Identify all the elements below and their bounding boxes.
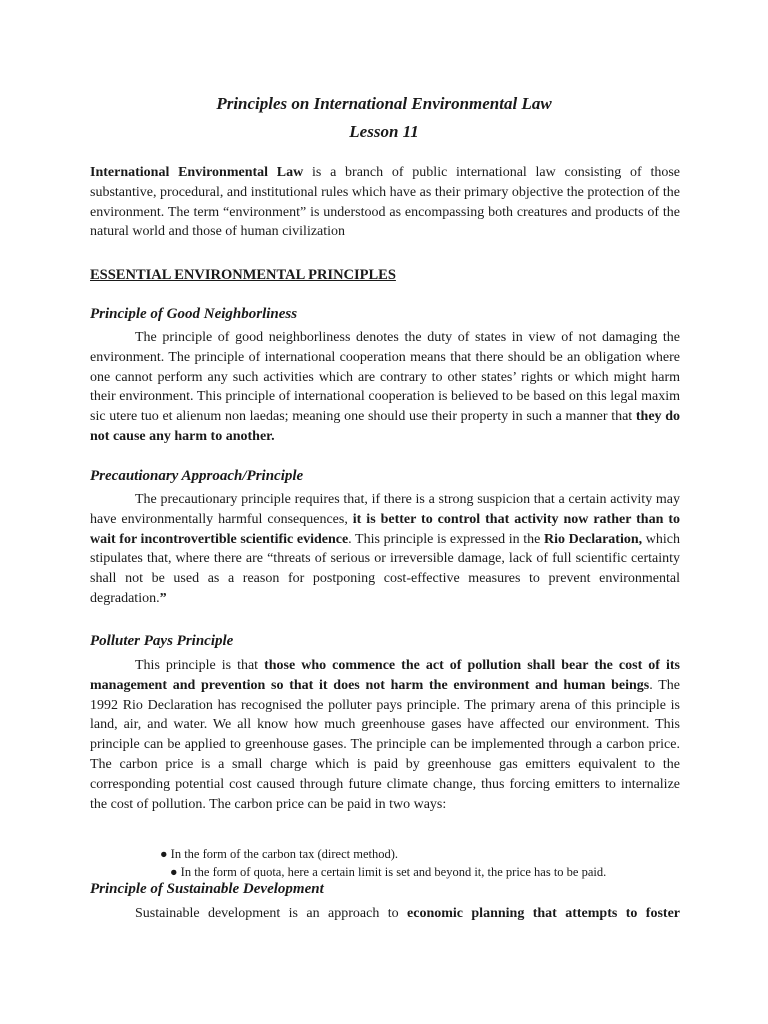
polluter-text-1: This principle is that	[135, 658, 265, 673]
neighborliness-bold: they do not cause any harm to another.	[90, 409, 680, 444]
intro-text: is a branch of public international law consisting of those substantive, procedural, and institutional rules which have as their primary objective the protection of the environment. The term “environment” is understood as encompassing both creatures and products of the natural world and those of human civilization	[90, 165, 680, 240]
sustainable-bold: economic planning that attempts to foster	[407, 906, 680, 921]
section-heading: ESSENTIAL ENVIRONMENTAL PRINCIPLES	[90, 267, 396, 283]
precaution-bold-3: ”	[159, 590, 167, 606]
sustainable-text: Sustainable development is an approach to	[135, 906, 408, 921]
polluter-bold-1: those who commence the act of pollution shall bear the cost of its management and prevention so that it does not harm the environment and human beings	[90, 658, 680, 693]
precaution-bold-1: it is better to control that activity now rather than to wait for incontrovertible scientific evidence	[90, 511, 680, 547]
neighborliness-paragraph	[90, 328, 680, 447]
sustainable-paragraph	[90, 904, 680, 924]
polluter-heading: Polluter Pays Principle	[90, 633, 234, 649]
list-item: ● In the form of quota, here a certain limit is set and beyond it, the price has to be paid.	[170, 865, 607, 879]
precaution-paragraph	[90, 490, 680, 609]
precaution-text-2: . This principle is expressed in the	[348, 531, 545, 547]
list-item: ● In the form of the carbon tax (direct method).	[160, 847, 399, 861]
precaution-bold-2: Rio Declaration,	[544, 531, 643, 547]
intro-term: International Environmental Law	[90, 165, 304, 180]
precaution-text-1: The precautionary principle requires that, if there is a strong suspicion that a certain activity may have environmentally harmful consequences,	[90, 492, 680, 527]
sustainable-heading: Principle of Sustainable Development	[90, 881, 324, 897]
lesson-number: Lesson 11	[349, 122, 419, 141]
polluter-paragraph	[90, 656, 680, 814]
document-title: Principles on International Environmental Law	[216, 94, 552, 113]
intro-paragraph	[90, 163, 680, 242]
neighborliness-text: The principle of good neighborliness denotes the duty of states in view of not damaging the environment. The principle of international cooperation means that there should be an obligation where one cannot perform any such activities which are contrary to other states’ rights or which might harm their environment. This principle of international cooperation is believed to be based on this legal maxim sic utere tuo et alienum non laedas; meaning one should use their property in such a manner that	[90, 330, 680, 425]
neighborliness-heading: Principle of Good Neighborliness	[90, 306, 298, 322]
precaution-heading: Precautionary Approach/Principle	[90, 468, 304, 484]
precaution-text-3: which stipulates that, where there are “threats of serious or irreversible damage, lack of full scientific certainty shall not be used as a reason for postponing cost-effective measures to prevent environmental degradation.	[90, 531, 681, 606]
polluter-text-2: . The 1992 Rio Declaration has recognised the polluter pays principle. The primary arena of this principle is land, air, and water. We all know how much greenhouse gases have affected our environment. This principle can be applied to greenhouse gases. The principle can be implemented through a carbon price. The carbon price is a small charge which is paid by greenhouse gas emitters equivalent to the corresponding potential cost caused through future climate change, thus forcing emitters to internalize the cost of pollution. The carbon price can be paid in two ways:	[90, 677, 681, 812]
